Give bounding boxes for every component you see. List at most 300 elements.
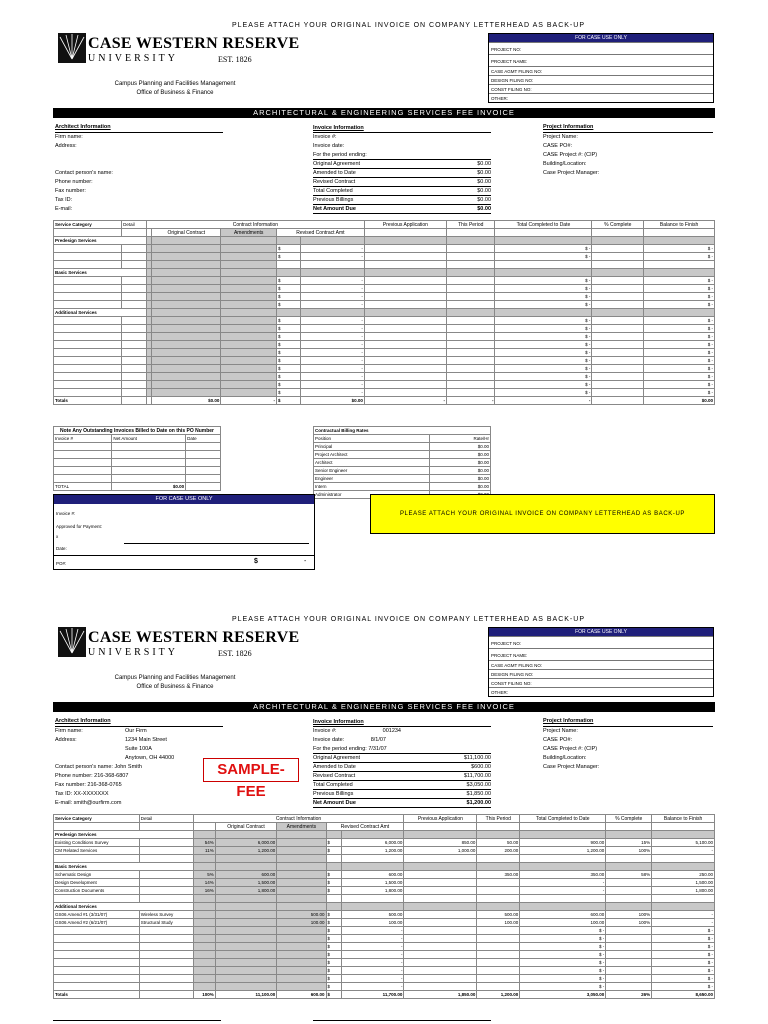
orig-cell[interactable] bbox=[215, 927, 276, 935]
svc-cell[interactable] bbox=[54, 935, 140, 943]
prev-cell[interactable] bbox=[364, 373, 446, 381]
svc-cell[interactable]: Existing Conditions Survey bbox=[54, 839, 140, 847]
cell bbox=[364, 237, 446, 245]
prev-cell[interactable] bbox=[404, 951, 477, 959]
pct-cell[interactable]: 14% bbox=[193, 879, 215, 887]
amend-cell[interactable] bbox=[221, 381, 277, 389]
svc-cell[interactable] bbox=[54, 373, 122, 381]
tot-cell: $ - bbox=[495, 349, 592, 357]
pctc-cell bbox=[592, 381, 644, 389]
detail-cell[interactable] bbox=[122, 349, 147, 357]
this-cell[interactable] bbox=[447, 341, 495, 349]
amend-cell[interactable] bbox=[277, 975, 326, 983]
project-info bbox=[543, 123, 713, 178]
prev-cell[interactable] bbox=[364, 253, 446, 261]
amend-cell[interactable] bbox=[221, 301, 277, 309]
this-cell[interactable] bbox=[447, 245, 495, 253]
amend-cell[interactable] bbox=[221, 245, 277, 253]
orig-cell[interactable] bbox=[152, 253, 221, 261]
cell[interactable] bbox=[112, 467, 186, 475]
detail-cell[interactable] bbox=[122, 253, 147, 261]
case-field[interactable]: PROJECT NAME: bbox=[489, 648, 713, 660]
cell[interactable] bbox=[54, 451, 112, 459]
amend-cell[interactable] bbox=[221, 317, 277, 325]
total-label: TOTAL bbox=[54, 483, 112, 491]
prev-cell[interactable] bbox=[364, 317, 446, 325]
amend-cell[interactable] bbox=[277, 951, 326, 959]
detail-cell[interactable] bbox=[139, 967, 193, 975]
pct-cell[interactable]: 16% bbox=[193, 887, 215, 895]
amend-cell[interactable] bbox=[221, 253, 277, 261]
orig-cell[interactable] bbox=[152, 261, 221, 269]
dollar-cell bbox=[276, 261, 300, 269]
proj-label: CASE Project #: (CIP) bbox=[543, 746, 598, 752]
this-cell[interactable]: 500.00 bbox=[477, 911, 520, 919]
prev-cell[interactable] bbox=[364, 365, 446, 373]
amend-cell[interactable] bbox=[221, 357, 277, 365]
dollar-cell: $ bbox=[326, 975, 341, 983]
this-cell[interactable] bbox=[447, 389, 495, 397]
pct-cell[interactable]: 11% bbox=[193, 847, 215, 855]
cell bbox=[364, 269, 446, 277]
amend-cell[interactable]: 500.00 bbox=[277, 911, 326, 919]
orig-cell[interactable] bbox=[215, 919, 276, 927]
svc-cell[interactable] bbox=[54, 317, 122, 325]
proj-label: Project Name: bbox=[543, 134, 578, 140]
orig-cell[interactable]: 600.00 bbox=[215, 871, 276, 879]
cell[interactable] bbox=[112, 475, 186, 483]
this-cell[interactable] bbox=[447, 285, 495, 293]
this-cell[interactable] bbox=[447, 301, 495, 309]
detail-cell[interactable] bbox=[139, 895, 193, 903]
table-row bbox=[54, 349, 715, 357]
orig-cell[interactable] bbox=[152, 285, 221, 293]
prev-cell[interactable] bbox=[404, 943, 477, 951]
detail-cell[interactable] bbox=[122, 325, 147, 333]
detail-cell[interactable] bbox=[139, 983, 193, 991]
prev-cell[interactable] bbox=[364, 349, 446, 357]
this-cell[interactable] bbox=[447, 253, 495, 261]
detail-cell[interactable] bbox=[122, 357, 147, 365]
col-header: % Complete bbox=[592, 221, 644, 229]
pct-cell[interactable] bbox=[193, 983, 215, 991]
prev-cell[interactable]: 850.00 bbox=[404, 839, 477, 847]
svc-cell[interactable] bbox=[54, 333, 122, 341]
cell bbox=[364, 229, 446, 237]
this-cell[interactable]: 350.00 bbox=[477, 871, 520, 879]
orig-cell[interactable] bbox=[152, 333, 221, 341]
prev-cell[interactable] bbox=[364, 341, 446, 349]
amend-cell[interactable] bbox=[277, 927, 326, 935]
detail-cell[interactable] bbox=[122, 261, 147, 269]
orig-cell[interactable] bbox=[215, 855, 276, 863]
cell[interactable] bbox=[54, 443, 112, 451]
amend-cell[interactable]: 100.00 bbox=[277, 919, 326, 927]
prev-cell[interactable] bbox=[404, 935, 477, 943]
this-cell[interactable] bbox=[477, 855, 520, 863]
pct-cell[interactable] bbox=[193, 951, 215, 959]
prev-cell[interactable] bbox=[364, 293, 446, 301]
prev-cell[interactable] bbox=[364, 285, 446, 293]
rate: $0.00 bbox=[430, 443, 491, 451]
bal-cell: $ - bbox=[644, 277, 715, 285]
cell[interactable] bbox=[54, 459, 112, 467]
detail-cell[interactable] bbox=[122, 365, 147, 373]
section-label: Additional Services bbox=[54, 309, 147, 317]
amend-cell[interactable] bbox=[277, 935, 326, 943]
amend-cell[interactable] bbox=[277, 983, 326, 991]
cell bbox=[341, 831, 404, 839]
prev-cell[interactable] bbox=[364, 245, 446, 253]
bal-cell: $ - bbox=[652, 935, 715, 943]
amend-cell[interactable] bbox=[221, 293, 277, 301]
this-cell[interactable] bbox=[447, 261, 495, 269]
svc-cell[interactable] bbox=[54, 983, 140, 991]
detail-cell[interactable] bbox=[139, 847, 193, 855]
orig-cell[interactable]: 1,800.00 bbox=[215, 887, 276, 895]
amend-cell[interactable] bbox=[277, 887, 326, 895]
detail-cell[interactable] bbox=[139, 935, 193, 943]
detail-cell[interactable]: Structural Study bbox=[139, 919, 193, 927]
svc-cell[interactable]: GS06 Amend #1 (3/31/07) bbox=[54, 911, 140, 919]
this-cell[interactable] bbox=[447, 373, 495, 381]
cell bbox=[447, 269, 495, 277]
pct-cell[interactable] bbox=[193, 959, 215, 967]
detail-cell[interactable] bbox=[139, 959, 193, 967]
this-cell[interactable] bbox=[477, 887, 520, 895]
prev-cell[interactable] bbox=[404, 879, 477, 887]
dollar-cell: $ bbox=[326, 935, 341, 943]
tax: Tax ID: XX-XXXXXXX bbox=[55, 791, 109, 797]
this-cell[interactable] bbox=[477, 943, 520, 951]
svc-cell[interactable] bbox=[54, 349, 122, 357]
pct-cell[interactable]: 5% bbox=[193, 871, 215, 879]
amend-cell[interactable] bbox=[277, 871, 326, 879]
case-field[interactable]: DESIGN FILING NO: bbox=[489, 669, 713, 678]
detail-cell[interactable] bbox=[122, 293, 147, 301]
svc-cell[interactable] bbox=[54, 381, 122, 389]
detail-cell[interactable] bbox=[122, 245, 147, 253]
svc-cell[interactable] bbox=[54, 341, 122, 349]
revised-cell: 500.00 bbox=[341, 911, 404, 919]
amend-cell[interactable] bbox=[277, 847, 326, 855]
this-cell[interactable] bbox=[477, 959, 520, 967]
col-header: Original Contract bbox=[152, 229, 221, 237]
this-cell[interactable] bbox=[447, 349, 495, 357]
detail-cell[interactable] bbox=[122, 277, 147, 285]
svc-cell[interactable] bbox=[54, 967, 140, 975]
amend-cell[interactable] bbox=[221, 333, 277, 341]
detail-cell[interactable] bbox=[139, 839, 193, 847]
amend-cell[interactable] bbox=[277, 967, 326, 975]
this-cell[interactable] bbox=[477, 935, 520, 943]
this-cell[interactable] bbox=[447, 365, 495, 373]
detail-cell[interactable] bbox=[122, 317, 147, 325]
svc-cell[interactable] bbox=[54, 365, 122, 373]
orig-cell[interactable] bbox=[215, 983, 276, 991]
orig-cell[interactable] bbox=[215, 911, 276, 919]
cell bbox=[152, 237, 221, 245]
orig-cell[interactable] bbox=[152, 373, 221, 381]
amend-cell[interactable] bbox=[221, 389, 277, 397]
prev-cell[interactable] bbox=[364, 277, 446, 285]
prev-cell[interactable] bbox=[404, 983, 477, 991]
dollar-cell: $ bbox=[276, 373, 300, 381]
revised-cell: - bbox=[301, 317, 364, 325]
svc-cell[interactable] bbox=[54, 943, 140, 951]
cell[interactable] bbox=[186, 443, 221, 451]
orig-cell[interactable]: 1,200.00 bbox=[215, 847, 276, 855]
orig-cell[interactable] bbox=[152, 365, 221, 373]
cell[interactable] bbox=[112, 443, 186, 451]
bal-cell: 5,100.00 bbox=[652, 839, 715, 847]
cell[interactable] bbox=[186, 467, 221, 475]
orig-cell[interactable] bbox=[152, 341, 221, 349]
amend-cell[interactable] bbox=[221, 341, 277, 349]
table-row bbox=[54, 277, 715, 285]
amend-cell[interactable] bbox=[277, 839, 326, 847]
amend-cell[interactable] bbox=[277, 895, 326, 903]
prev-cell[interactable] bbox=[404, 927, 477, 935]
svc-cell[interactable] bbox=[54, 285, 122, 293]
orig-cell[interactable] bbox=[152, 301, 221, 309]
detail-cell[interactable]: Wireless Survey bbox=[139, 911, 193, 919]
this-cell[interactable] bbox=[447, 325, 495, 333]
cell[interactable] bbox=[54, 475, 112, 483]
orig-cell[interactable] bbox=[215, 935, 276, 943]
prev-cell[interactable] bbox=[364, 261, 446, 269]
orig-cell[interactable]: 6,000.00 bbox=[215, 839, 276, 847]
svc-cell[interactable] bbox=[54, 325, 122, 333]
money-row: Original Agreement $11,100.00 bbox=[313, 755, 491, 761]
svc-cell[interactable]: Construction Documents bbox=[54, 887, 140, 895]
invoice-info bbox=[313, 718, 491, 808]
orig-cell[interactable] bbox=[215, 943, 276, 951]
svc-cell[interactable]: GS06 Amend #2 (6/21/07) bbox=[54, 919, 140, 927]
amend-cell[interactable] bbox=[221, 277, 277, 285]
svc-cell[interactable] bbox=[54, 293, 122, 301]
amend-cell[interactable] bbox=[221, 365, 277, 373]
orig-cell[interactable] bbox=[152, 357, 221, 365]
case-field[interactable]: OTHER: bbox=[489, 93, 713, 102]
tot-cell: $ - bbox=[520, 983, 606, 991]
this-cell[interactable] bbox=[477, 951, 520, 959]
orig-cell[interactable]: 1,500.00 bbox=[215, 879, 276, 887]
table-row bbox=[54, 839, 715, 847]
pct-cell[interactable] bbox=[193, 935, 215, 943]
this-cell[interactable] bbox=[477, 975, 520, 983]
prev-cell[interactable] bbox=[364, 333, 446, 341]
case-field[interactable]: CONST FILING NO: bbox=[489, 84, 713, 93]
svc-cell[interactable] bbox=[54, 959, 140, 967]
svc-cell[interactable]: CM Related Services bbox=[54, 847, 140, 855]
detail-cell[interactable] bbox=[122, 373, 147, 381]
po-label: PO#: bbox=[56, 561, 67, 566]
case-field[interactable]: OTHER: bbox=[489, 687, 713, 696]
prev-cell[interactable]: 1,000.00 bbox=[404, 847, 477, 855]
detail-cell[interactable] bbox=[122, 389, 147, 397]
orig-cell[interactable] bbox=[152, 389, 221, 397]
amend-cell[interactable] bbox=[221, 373, 277, 381]
prev-cell[interactable] bbox=[404, 959, 477, 967]
detail-cell[interactable] bbox=[122, 301, 147, 309]
invoice-date-row: Invoice date: 8/1/07 bbox=[313, 737, 386, 743]
orig-cell[interactable] bbox=[152, 245, 221, 253]
svc-cell[interactable] bbox=[54, 895, 140, 903]
dollar-cell: $ bbox=[326, 983, 341, 991]
this-cell[interactable] bbox=[447, 293, 495, 301]
this-cell[interactable] bbox=[477, 983, 520, 991]
amend-cell[interactable] bbox=[221, 325, 277, 333]
svc-cell[interactable] bbox=[54, 277, 122, 285]
this-cell[interactable]: 100.00 bbox=[477, 919, 520, 927]
cell[interactable] bbox=[112, 451, 186, 459]
svc-cell[interactable]: Design Development bbox=[54, 879, 140, 887]
svc-cell[interactable]: Schematic Design bbox=[54, 871, 140, 879]
this-cell[interactable] bbox=[477, 879, 520, 887]
prev-cell[interactable] bbox=[364, 357, 446, 365]
orig-cell[interactable] bbox=[152, 381, 221, 389]
this-cell[interactable] bbox=[447, 381, 495, 389]
cell[interactable] bbox=[54, 467, 112, 475]
architect-info bbox=[55, 717, 223, 808]
cell[interactable] bbox=[186, 475, 221, 483]
detail-cell[interactable] bbox=[139, 927, 193, 935]
orig-cell[interactable] bbox=[152, 325, 221, 333]
pct-cell[interactable] bbox=[193, 919, 215, 927]
detail-cell[interactable] bbox=[139, 975, 193, 983]
svc-cell[interactable] bbox=[54, 855, 140, 863]
detail-cell[interactable] bbox=[122, 285, 147, 293]
detail-cell[interactable] bbox=[139, 951, 193, 959]
proj-label: Case Project Manager: bbox=[543, 764, 600, 770]
svc-cell[interactable] bbox=[54, 253, 122, 261]
amend-cell[interactable] bbox=[277, 943, 326, 951]
bal-cell: $ - bbox=[652, 927, 715, 935]
amend-cell[interactable] bbox=[277, 879, 326, 887]
orig-cell[interactable] bbox=[215, 951, 276, 959]
cell bbox=[520, 831, 606, 839]
tot-cell bbox=[520, 895, 606, 903]
detail-cell[interactable] bbox=[139, 879, 193, 887]
pct-cell[interactable] bbox=[193, 927, 215, 935]
prev-cell[interactable] bbox=[404, 919, 477, 927]
bal-cell: $ - bbox=[644, 341, 715, 349]
case-field[interactable]: CASE AGMT FILING NO: bbox=[489, 66, 713, 75]
cell bbox=[326, 863, 341, 871]
detail-cell[interactable] bbox=[139, 855, 193, 863]
cell bbox=[447, 237, 495, 245]
amend-cell[interactable] bbox=[277, 855, 326, 863]
case-field[interactable]: PROJECT NAME: bbox=[489, 54, 713, 66]
cell[interactable] bbox=[186, 459, 221, 467]
prev-cell[interactable] bbox=[364, 301, 446, 309]
orig-cell[interactable] bbox=[215, 967, 276, 975]
prev-cell[interactable] bbox=[404, 855, 477, 863]
tot-cell: $ - bbox=[520, 935, 606, 943]
case-field[interactable]: CASE AGMT FILING NO: bbox=[489, 660, 713, 669]
svc-cell[interactable] bbox=[54, 357, 122, 365]
svc-cell[interactable] bbox=[54, 245, 122, 253]
detail-cell[interactable] bbox=[139, 943, 193, 951]
pctc-cell bbox=[592, 365, 644, 373]
svc-cell[interactable] bbox=[54, 261, 122, 269]
orig-cell[interactable] bbox=[152, 293, 221, 301]
prev-cell[interactable] bbox=[404, 967, 477, 975]
case-field[interactable]: DESIGN FILING NO: bbox=[489, 75, 713, 84]
prev-cell[interactable] bbox=[404, 911, 477, 919]
detail-cell[interactable] bbox=[122, 341, 147, 349]
this-cell[interactable] bbox=[477, 895, 520, 903]
cell[interactable] bbox=[186, 451, 221, 459]
this-cell[interactable] bbox=[447, 357, 495, 365]
pct-cell[interactable] bbox=[193, 855, 215, 863]
this-cell[interactable] bbox=[447, 333, 495, 341]
svc-cell[interactable] bbox=[54, 975, 140, 983]
table-row bbox=[54, 935, 715, 943]
amend-cell[interactable] bbox=[221, 285, 277, 293]
detail-cell[interactable] bbox=[122, 381, 147, 389]
rates-stub bbox=[313, 1020, 491, 1021]
pct-cell[interactable] bbox=[193, 911, 215, 919]
orig-cell[interactable] bbox=[152, 349, 221, 357]
svc-cell[interactable] bbox=[54, 301, 122, 309]
this-cell[interactable]: 50.00 bbox=[477, 839, 520, 847]
pct-cell[interactable] bbox=[193, 895, 215, 903]
amend-cell[interactable] bbox=[277, 959, 326, 967]
dollar-cell: $ bbox=[276, 245, 300, 253]
orig-cell[interactable] bbox=[152, 277, 221, 285]
svc-cell[interactable] bbox=[54, 951, 140, 959]
this-cell[interactable] bbox=[477, 967, 520, 975]
pctc-cell bbox=[606, 879, 652, 887]
pct-cell[interactable] bbox=[193, 943, 215, 951]
pct-cell[interactable] bbox=[193, 967, 215, 975]
cell[interactable] bbox=[112, 459, 186, 467]
case-field[interactable]: CONST FILING NO: bbox=[489, 678, 713, 687]
orig-cell[interactable] bbox=[215, 959, 276, 967]
this-cell[interactable] bbox=[447, 317, 495, 325]
orig-cell[interactable] bbox=[215, 895, 276, 903]
cell bbox=[644, 237, 715, 245]
pct-cell[interactable] bbox=[193, 975, 215, 983]
prev-cell[interactable] bbox=[364, 389, 446, 397]
amend-cell[interactable] bbox=[221, 349, 277, 357]
case-field[interactable]: PROJECT NO: bbox=[489, 636, 713, 648]
svc-cell[interactable] bbox=[54, 389, 122, 397]
detail-cell[interactable] bbox=[122, 333, 147, 341]
amend-cell[interactable] bbox=[221, 261, 277, 269]
prev-cell[interactable] bbox=[404, 975, 477, 983]
this-cell[interactable] bbox=[447, 277, 495, 285]
prev-cell[interactable] bbox=[364, 381, 446, 389]
this-cell[interactable] bbox=[477, 927, 520, 935]
prev-cell[interactable] bbox=[404, 895, 477, 903]
this-cell[interactable]: 200.00 bbox=[477, 847, 520, 855]
prev-cell[interactable] bbox=[404, 871, 477, 879]
prev-cell[interactable] bbox=[404, 887, 477, 895]
attach-note-box: PLEASE ATTACH YOUR ORIGINAL INVOICE ON COMPANY LETTERHEAD AS BACK-UP bbox=[370, 494, 715, 534]
pctc-cell bbox=[592, 317, 644, 325]
pct-cell[interactable]: 54% bbox=[193, 839, 215, 847]
detail-cell[interactable] bbox=[139, 871, 193, 879]
orig-cell[interactable] bbox=[152, 317, 221, 325]
svc-cell[interactable] bbox=[54, 927, 140, 935]
case-field[interactable]: PROJECT NO: bbox=[489, 42, 713, 54]
detail-cell[interactable] bbox=[139, 887, 193, 895]
prev-cell[interactable] bbox=[364, 325, 446, 333]
orig-cell[interactable] bbox=[215, 975, 276, 983]
